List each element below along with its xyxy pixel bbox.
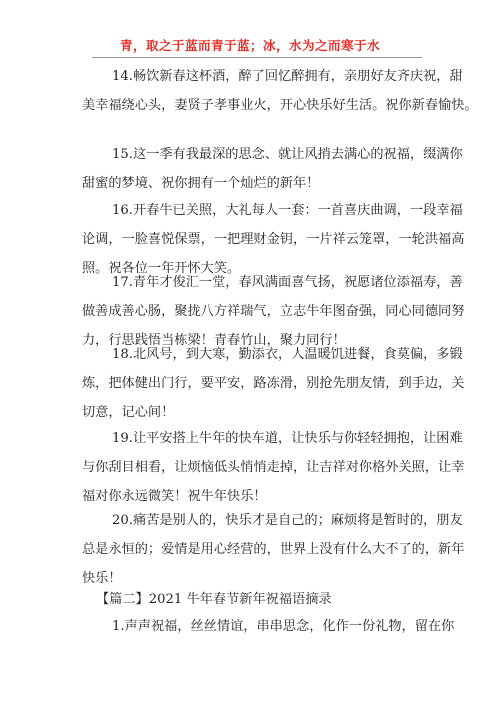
paragraph-line: 1.声声祝福，丝丝情谊，串串思念，化作一份礼物，留在你	[112, 619, 455, 634]
paragraph-line: 快乐！	[82, 571, 122, 586]
paragraph-line: 力，行思践悟当栋梁！青春竹山，聚力同行！	[82, 333, 346, 348]
paragraph-line: 14.畅饮新春这杯酒，醉了回忆醉拥有，亲朋好友齐庆祝，甜	[112, 69, 463, 84]
page-header-motto: 青，取之于蓝而青于蓝；冰，水为之而寒于水	[119, 38, 380, 53]
paragraph-line: 福对你永远微笑！祝牛年快乐！	[82, 489, 267, 504]
paragraph-line: 18.北风号，到大寒，勤添衣，人温暖饥进餐，食莫偏，多锻	[112, 347, 463, 362]
paragraph-line: 论调，一脸喜悦保票，一把理财金钥，一片祥云笼罩，一轮洪福高	[82, 232, 465, 247]
paragraph-19	[82, 424, 465, 511]
header-divider	[92, 57, 422, 58]
paragraph-line: 切意，记心间！	[82, 405, 175, 420]
paragraph-line: 20.痛苦是别人的，快乐才是自己的；麻烦将是暂时的，朋友	[112, 513, 463, 528]
paragraph-line: 17.青年才俊汇一堂，春风满面喜气扬，祝愿诸位添福寿，善	[112, 275, 463, 290]
paragraph-line: 做善成善心肠，聚拢八方祥瑞气，立志牛年图奋强，同心同德同努	[82, 304, 465, 319]
paragraph-line: 与你刮目相看，让烦恼低头悄悄走掉，让吉祥对你格外关照，让幸	[82, 460, 465, 475]
paragraph-1	[82, 612, 455, 641]
paragraph-line: 美幸福绕心头，妻贤子孝事业火，开心快乐好生活。祝你新春愉快。	[82, 98, 478, 113]
paragraph-line: 16.开春牛已关照，大礼每人一套：一首喜庆曲调，一段幸福	[112, 203, 463, 218]
paragraph-line: 炼，把体健出门行，要平安，路冻滑，别抢先朋友情，到手边，关	[82, 376, 465, 391]
paragraph-18	[82, 340, 465, 427]
paragraph-line: 19.让平安搭上牛年的快车道，让快乐与你轻轻拥抱，让困难	[112, 431, 463, 446]
paragraph-15	[82, 140, 463, 198]
paragraph-line: 15.这一季有我最深的思念、就让风捎去满心的祝福，缀满你	[112, 147, 463, 162]
paragraph-line: 照。祝各位一年开怀大笑。	[82, 261, 241, 276]
paragraph-line: 总是永恒的；爱情是用心经营的，世界上没有什么大不了的，新年	[82, 542, 465, 557]
section-heading: 【篇二】2021 牛年春节新年祝福语摘录	[96, 592, 332, 607]
paragraph-20	[82, 506, 465, 593]
paragraph-line: 甜蜜的梦境、祝你拥有一个灿烂的新年！	[82, 176, 320, 191]
paragraph-14	[82, 62, 478, 120]
